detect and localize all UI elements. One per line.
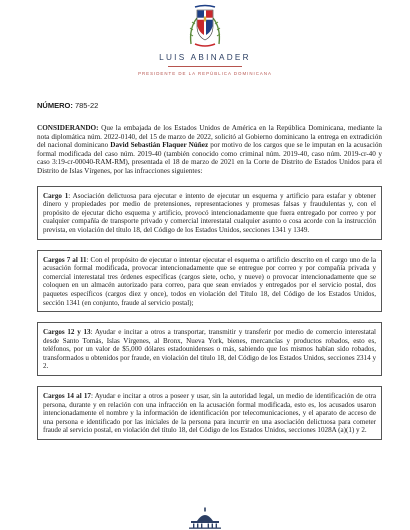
coat-of-arms-icon	[187, 4, 223, 48]
charge-label: Cargos 12 y 13	[43, 328, 91, 337]
charge-box	[37, 322, 382, 376]
charge-text: : Con el propósito de ejecutar o intentar ejecutar el esquema o artificio descrito en el cargo uno de la acusación formal modificada, provocar intencionadamente que se entregue por correo y por compañía privada y comercial interestatal tres órdenes específicas (cargos siete, ocho, y nueve) o provocar intencionadamente que se coloquen en un almacén autorizado para correo, para que sean enviados y entregados por el servicio postal, dos paquetes específicos (cargos diez y once), todos en violación del Título 18, del Código de los Estados Unidos, sección 1341 (en conjunto, fraude al servicio postal);	[43, 255, 376, 307]
charge-text: : Asociación delictuosa para ejecutar e intento de ejecutar un esquema y artificio para estafar y obtener dinero y propiedades por medio de pretensiones, representaciones y promesas falsas y fraudulentas y, con el propósito de ejecutar dicho esquema y artificio, provocó intencionadamente que fuera entregado por correo y por cualquier compañía de transporte privado y comercial interestatal cualquier asunto o cosa acorde con la instrucción prevista, en violación del título 18, del Código de los Estados Unidos, secciones 1341 y 1349.	[43, 191, 377, 234]
extradited-person-name: David Sebastián Flaquer Núñez	[110, 141, 209, 150]
charge-box	[37, 250, 382, 313]
charge-box	[37, 186, 382, 240]
document-number	[37, 101, 382, 110]
considerando-text-2: por motivo de los cargos que se le imputan en la acusación formal modificada del caso núm. 2019-40 (también conocido como criminal núm. 2019-40, caso núm. 2019-cr-40 y caso 3:19-cr-00040-RAM-RM), presentada el 18 de marzo de 2021 en la Corte de Distrito de Estados Unidos para el Distrito de Islas Vírgenes, por las infracciones siguientes:	[37, 141, 383, 175]
palace-emblem-icon	[185, 507, 225, 529]
charge-label: Cargo 1	[43, 191, 69, 200]
document-number-label: NÚMERO:	[37, 101, 73, 110]
letterhead	[0, 0, 410, 90]
charge-box	[37, 386, 382, 440]
charge-label: Cargos 14 al 17	[43, 392, 91, 401]
charge-label: Cargos 7 al 11	[43, 255, 87, 264]
considerando-label: CONSIDERANDO:	[37, 124, 99, 132]
president-title: PRESIDENTE DE LA REPÚBLICA DOMINICANA	[138, 71, 272, 76]
document-number-value: 785-22	[74, 101, 99, 110]
considerando-text-1: Que la embajada de los Estados Unidos de América en la República Dominicana, mediante la nota diplomática núm. 2022-0140, del 15 de marzo de 2022, solicitó al Gobierno dominicano la entrega en extradición del nacional dominicano	[37, 124, 383, 150]
president-name: LUIS ABINADER	[159, 53, 251, 62]
header-divider	[168, 66, 242, 67]
considerando-paragraph	[37, 124, 382, 176]
charge-text: : Ayudar e incitar a otros a transportar, transmitir y transferir por medio de comercio interestatal desde Santo Tomás, Islas Vírgenes, al Bronx, Nueva York, bienes, mercancías y productos robados, esto es, teléfonos, por un valor de $5,000 dólares estadounidenses o más, sabiendo que los mismos habían sido robados, transformados u obtenidos por fraude, en violación del título 18, del Código de los Estados Unidos, secciones 2314 y 2.	[43, 328, 376, 371]
document-body	[37, 101, 382, 450]
charge-text: : Ayudar e incitar a otros a poseer y usar, sin la autoridad legal, un medio de identificación de otra persona, durante y en relación con una infracción en la acusación formal modificada, esto es, los acusados usaron intencionadamente el nombre y la información de identificación por telecomunicaciones, y el aparato de acceso de una persona e identificado por las iniciales de la persona para incurrir en una asociación delictuosa para cometer fraude al servicio postal, en violación del título 18, del Código de los Estados Unidos, secciones 1028A (a)(1) y 2.	[43, 392, 376, 435]
